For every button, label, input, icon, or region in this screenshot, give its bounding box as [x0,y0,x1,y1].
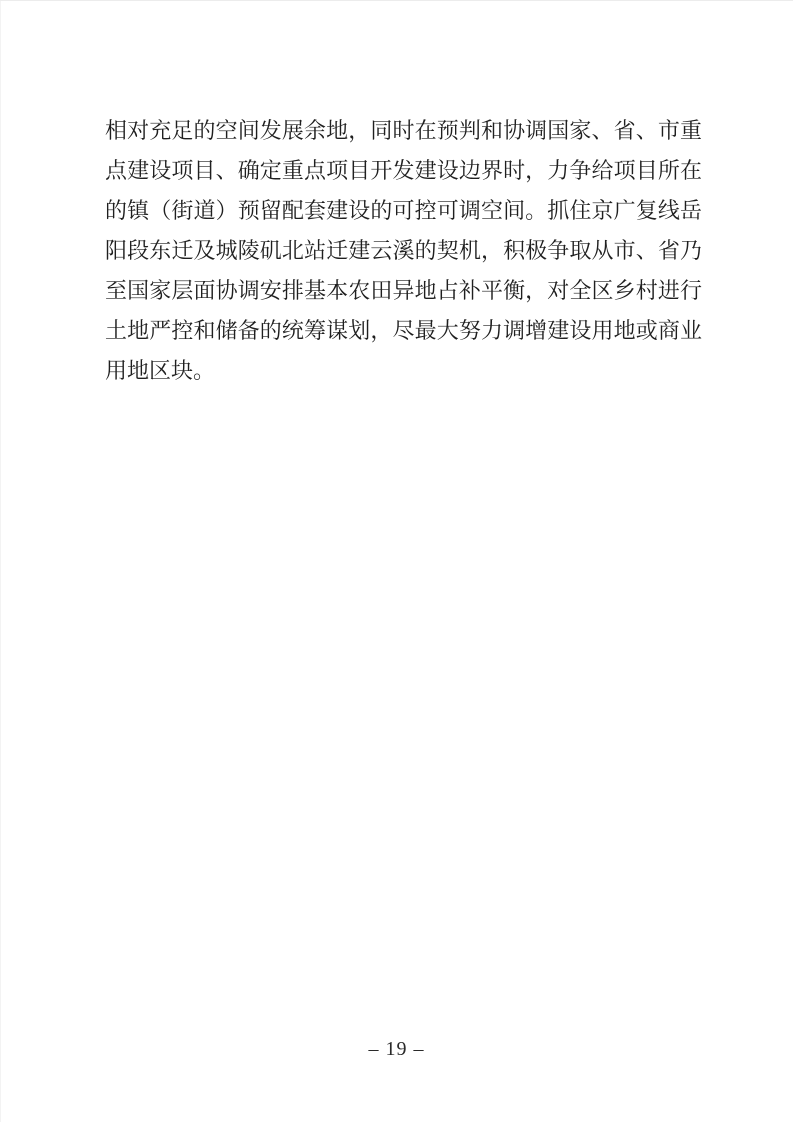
paragraph-line: 的镇（街道）预留配套建设的可控可调空间。抓住京广复线岳 [105,198,702,223]
paragraph-line: 至国家层面协调安排基本农田异地占补平衡，对全区乡村进行 [105,278,702,303]
paragraph-line: 土地严控和储备的统筹谋划，尽最大努力调增建设用地或商业 [105,318,702,343]
paragraph-line: 点建设项目、确定重点项目开发建设边界时，力争给项目所在 [105,158,702,183]
paragraph-line: 相对充足的空间发展余地，同时在预判和协调国家、省、市重 [105,118,702,143]
paragraph-line: 用地区块。 [105,358,216,383]
paragraph-line: 阳段东迁及城陵矶北站迁建云溪的契机，积极争取从市、省乃 [105,238,702,263]
body-paragraph [105,111,702,391]
page-number: – 19 – [368,1038,425,1060]
